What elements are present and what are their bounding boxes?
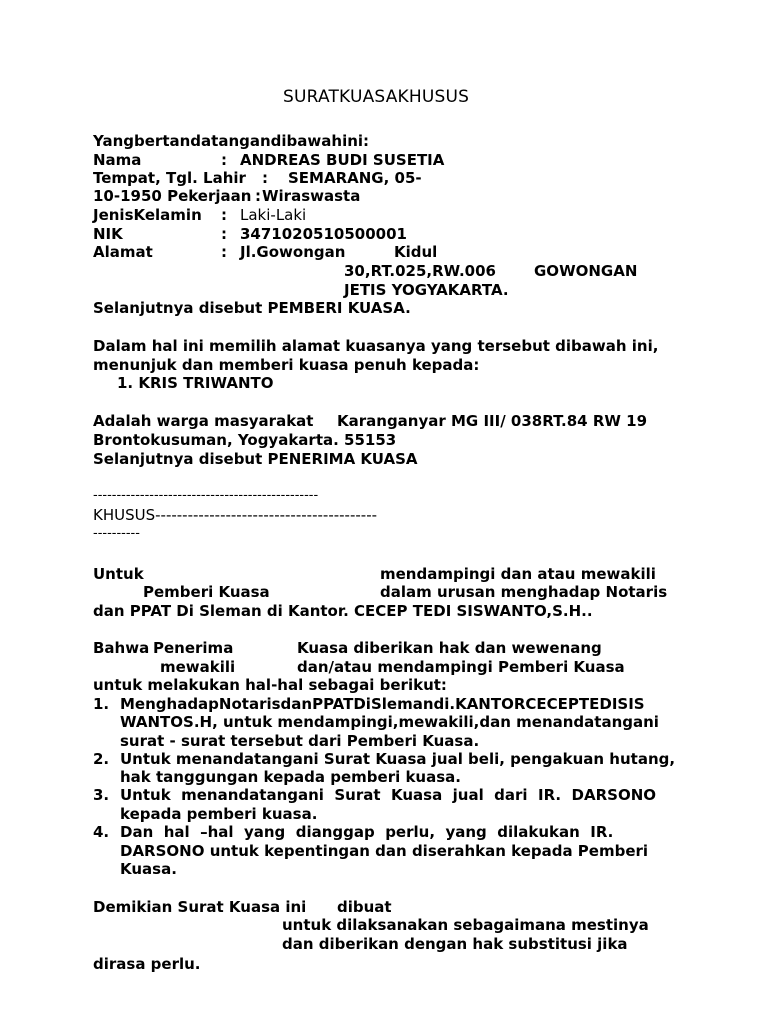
penerima-kuasa-line: Selanjutnya disebut PENERIMA KUASA [93, 450, 418, 468]
list-number-3: 3. [93, 786, 110, 804]
dash-line-3: ---------- [93, 526, 140, 541]
penerima-item-1: 1. KRIS TRIWANTO [117, 374, 274, 392]
list-item-2-line1: Untuk menandatangani Surat Kuasa jual beli, pengakuan hutang, [120, 750, 676, 768]
list-item-2-line2: hak tanggungan kepada pemberi kuasa. [120, 768, 461, 786]
bahwa-b: Penerima [153, 639, 234, 657]
pekerjaan-colon: : [255, 187, 261, 205]
closing-c: untuk dilaksanakan sebagaimana mestinya [282, 916, 649, 934]
alamat-label: Alamat [93, 243, 153, 261]
jk-value: Laki-Laki [240, 206, 307, 224]
nik-label: NIK [93, 225, 123, 243]
intro-line: Yangbertandatangandibawahini: [93, 132, 370, 150]
bahwa-e: dan/atau mendampingi Pemberi Kuasa [297, 658, 625, 676]
list-number-1: 1. [93, 695, 110, 713]
jk-label: JenisKelamin [93, 206, 202, 224]
ttl-continuation: 10-1950 Pekerjaan [93, 187, 252, 205]
list-item-4-line2: DARSONO untuk kepentingan dan diserahkan kepada Pemberi [120, 842, 649, 860]
alamat-line2b: GOWONGAN [534, 262, 638, 280]
para2-line1: Dalam hal ini memilih alamat kuasanya yang tersebut dibawah ini, [93, 337, 659, 355]
pemberi-kuasa-line: Selanjutnya disebut PEMBERI KUASA. [93, 299, 411, 317]
para3-line1b: Karanganyar MG III/ 038RT.84 RW 19 [337, 412, 648, 430]
untuk-c: Pemberi Kuasa [143, 583, 270, 601]
nama-label: Nama [93, 151, 142, 169]
untuk-b: mendampingi dan atau mewakili [380, 565, 656, 583]
jk-colon: : [221, 206, 227, 224]
nama-value: ANDREAS BUDI SUSETIA [240, 151, 445, 169]
alamat-part2: Kidul [394, 243, 438, 261]
alamat-colon: : [221, 243, 227, 261]
nama-colon: : [221, 151, 227, 169]
list-item-3-line2: kepada pemberi kuasa. [120, 805, 318, 823]
pekerjaan-value: Wiraswasta [262, 187, 361, 205]
alamat-part1: Jl.Gowongan [240, 243, 346, 261]
dash-line-1: ------------------------------------------------ [93, 488, 319, 503]
para3-line2: Brontokusuman, Yogyakarta. 55153 [93, 431, 397, 449]
ttl-colon: : [262, 169, 268, 187]
closing-e: dirasa perlu. [93, 955, 201, 973]
ttl-value: SEMARANG, 05- [288, 169, 422, 187]
para3-line1a: Adalah warga masyarakat [93, 412, 314, 430]
list-item-4-line3: Kuasa. [120, 860, 177, 878]
para2-line2: menunjuk dan memberi kuasa penuh kepada: [93, 356, 480, 374]
nik-value: 3471020510500001 [240, 225, 407, 243]
nik-colon: : [221, 225, 227, 243]
khusus-heading: KHUSUS----------------------------------------- [93, 506, 378, 524]
alamat-line2a: 30,RT.025,RW.006 [344, 262, 496, 280]
ttl-label: Tempat, Tgl. Lahir [93, 169, 246, 187]
untuk-e: dan PPAT Di Sleman di Kantor. CECEP TEDI SISWANTO,S.H.. [93, 602, 593, 620]
list-item-3-line1: Untuk menandatangani Surat Kuasa jual dari IR. DARSONO [120, 786, 657, 804]
document-title: SURATKUASAKHUSUS [283, 87, 470, 107]
bahwa-f: untuk melakukan hal-hal sebagai berikut: [93, 676, 447, 694]
bahwa-c: Kuasa diberikan hak dan wewenang [297, 639, 602, 657]
alamat-line3: JETIS YOGYAKARTA. [344, 281, 509, 299]
untuk-a: Untuk [93, 565, 144, 583]
list-item-1-line3: surat - surat tersebut dari Pemberi Kuasa. [120, 732, 480, 750]
list-item-1-line1: MenghadapNotarisdanPPATDiSlemandi.KANTORCECEPTEDISIS [120, 695, 645, 713]
list-number-2: 2. [93, 750, 110, 768]
list-number-4: 4. [93, 823, 110, 841]
closing-b: dibuat [337, 898, 392, 916]
closing-a: Demikian Surat Kuasa ini [93, 898, 307, 916]
list-item-4-line1: Dan hal –hal yang dianggap perlu, yang dilakukan IR. [120, 823, 614, 841]
list-item-1-line2: WANTOS.H, untuk mendampingi,mewakili,dan menandatangani [120, 713, 659, 731]
closing-d: dan diberikan dengan hak substitusi jika [282, 935, 628, 953]
bahwa-d: mewakili [160, 658, 236, 676]
bahwa-a: Bahwa [93, 639, 150, 657]
untuk-d: dalam urusan menghadap Notaris [380, 583, 668, 601]
